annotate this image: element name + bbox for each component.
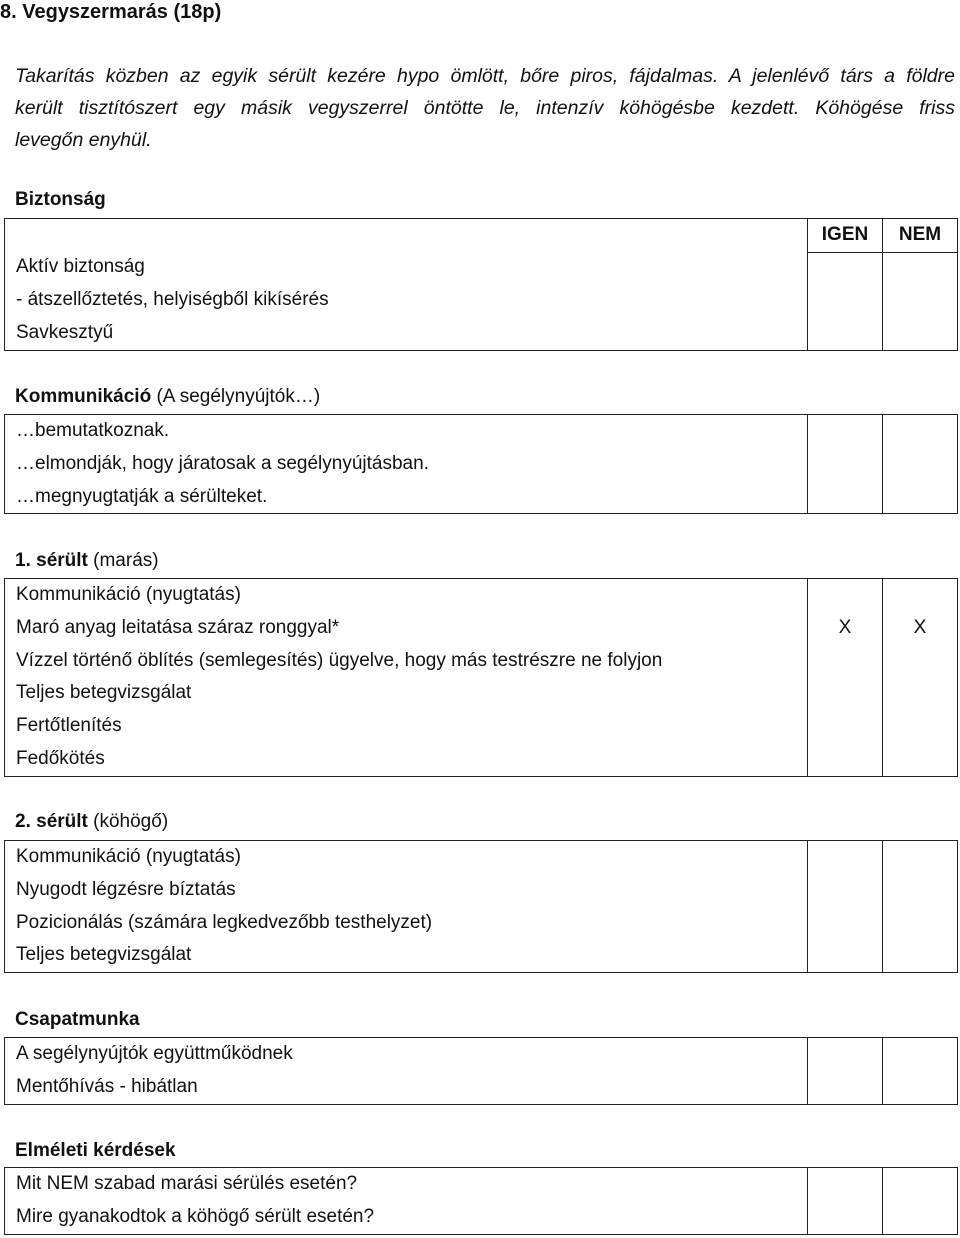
list-item: Mentőhívás - hibátlan [16, 1075, 198, 1097]
list-item: Aktív biztonság [16, 256, 145, 277]
checkbox-nem-csapatmunka[interactable] [883, 1038, 958, 1105]
scenario-line-3: levegőn enyhül. [15, 129, 152, 151]
checkbox-igen-kommunikacio[interactable] [808, 415, 883, 514]
list-item: Savkesztyű [16, 321, 114, 343]
mark-igen-maro-anyag: X [838, 616, 852, 638]
list-item: Fedőkötés [16, 747, 105, 769]
section-title-elmeleti: Elméleti kérdések [15, 1140, 176, 1161]
checkbox-igen-csapatmunka[interactable] [808, 1038, 883, 1105]
checkbox-igen-elmeleti[interactable] [808, 1168, 883, 1235]
list-item: …megnyugtatják a sérülteket. [16, 485, 268, 507]
serult1-text-cell [5, 579, 808, 777]
table-csapatmunka [4, 1037, 958, 1105]
list-item: Maró anyag leitatása száraz ronggyal* [16, 616, 340, 638]
section-title-csapatmunka: Csapatmunka [15, 1009, 140, 1030]
table-elmeleti [4, 1167, 958, 1235]
checkbox-nem-serult2[interactable] [883, 841, 958, 973]
biztonsag-text-cell [5, 219, 808, 351]
section-title-serult2: 2. sérült (köhögő) [15, 811, 169, 832]
section-title-kommunikacio: Kommunikáció (A segélynyújtók…) [15, 386, 321, 407]
list-item: Pozicionálás (számára legkedvezőbb testhelyzet) [16, 911, 433, 933]
header-nem: NEM [883, 219, 958, 253]
mark-nem-maro-anyag: X [913, 616, 927, 638]
checkbox-nem-serult1[interactable] [883, 579, 958, 777]
header-igen: IGEN [808, 219, 883, 253]
list-item: Mit NEM szabad marási sérülés esetén? [16, 1173, 358, 1194]
list-item: - átszellőztetés, helyiségből kikísérés [16, 288, 329, 310]
checkbox-igen-serult2[interactable] [808, 841, 883, 973]
elmeleti-text-cell [5, 1168, 808, 1235]
list-item: Fertőtlenítés [16, 715, 122, 737]
list-item: …elmondják, hogy járatosak a segélynyújtásban. [16, 452, 429, 474]
list-item: Teljes betegvizsgálat [16, 682, 192, 704]
list-item: Nyugodt légzésre bíztatás [16, 878, 236, 900]
list-item: Kommunikáció (nyugtatás) [16, 846, 241, 867]
table-serult1 [4, 578, 958, 777]
table-kommunikacio [4, 414, 958, 514]
csapatmunka-text-cell [5, 1038, 808, 1105]
checkbox-nem-biztonsag[interactable] [883, 252, 958, 350]
checkbox-nem-kommunikacio[interactable] [883, 415, 958, 514]
checkbox-nem-elmeleti[interactable] [883, 1168, 958, 1235]
checkbox-igen-serult1[interactable] [808, 579, 883, 777]
checkbox-igen-biztonsag[interactable] [808, 252, 883, 350]
list-item: Kommunikáció (nyugtatás) [16, 584, 241, 605]
list-item: Mire gyanakodtok a köhögő sérült esetén? [16, 1205, 375, 1227]
scenario-paragraph [15, 60, 955, 156]
list-item: A segélynyújtók együttműködnek [16, 1043, 293, 1064]
list-item: …bemutatkoznak. [16, 420, 170, 441]
scenario-line-1: Takarítás közben az egyik sérült kezére hypo ömlött, bőre piros, fájdalmas. A jelenlévő társ a földre [15, 65, 955, 87]
table-serult2 [4, 840, 958, 973]
table-biztonsag [4, 218, 958, 351]
section-title-biztonsag: Biztonság [15, 189, 106, 210]
section-title-serult1: 1. sérült (marás) [15, 550, 159, 571]
list-item: Teljes betegvizsgálat [16, 944, 192, 966]
kommunikacio-text-cell [5, 415, 808, 514]
scenario-line-2: került tisztítószert egy másik vegyszerrel öntötte le, intenzív köhögésbe kezdett. Köhögése friss [15, 97, 955, 119]
list-item: Vízzel történő öblítés (semlegesítés) ügyelve, hogy más testrészre ne folyjon [16, 649, 663, 671]
serult2-text-cell [5, 841, 808, 973]
page-title: 8. Vegyszermarás (18p) [0, 1, 222, 23]
